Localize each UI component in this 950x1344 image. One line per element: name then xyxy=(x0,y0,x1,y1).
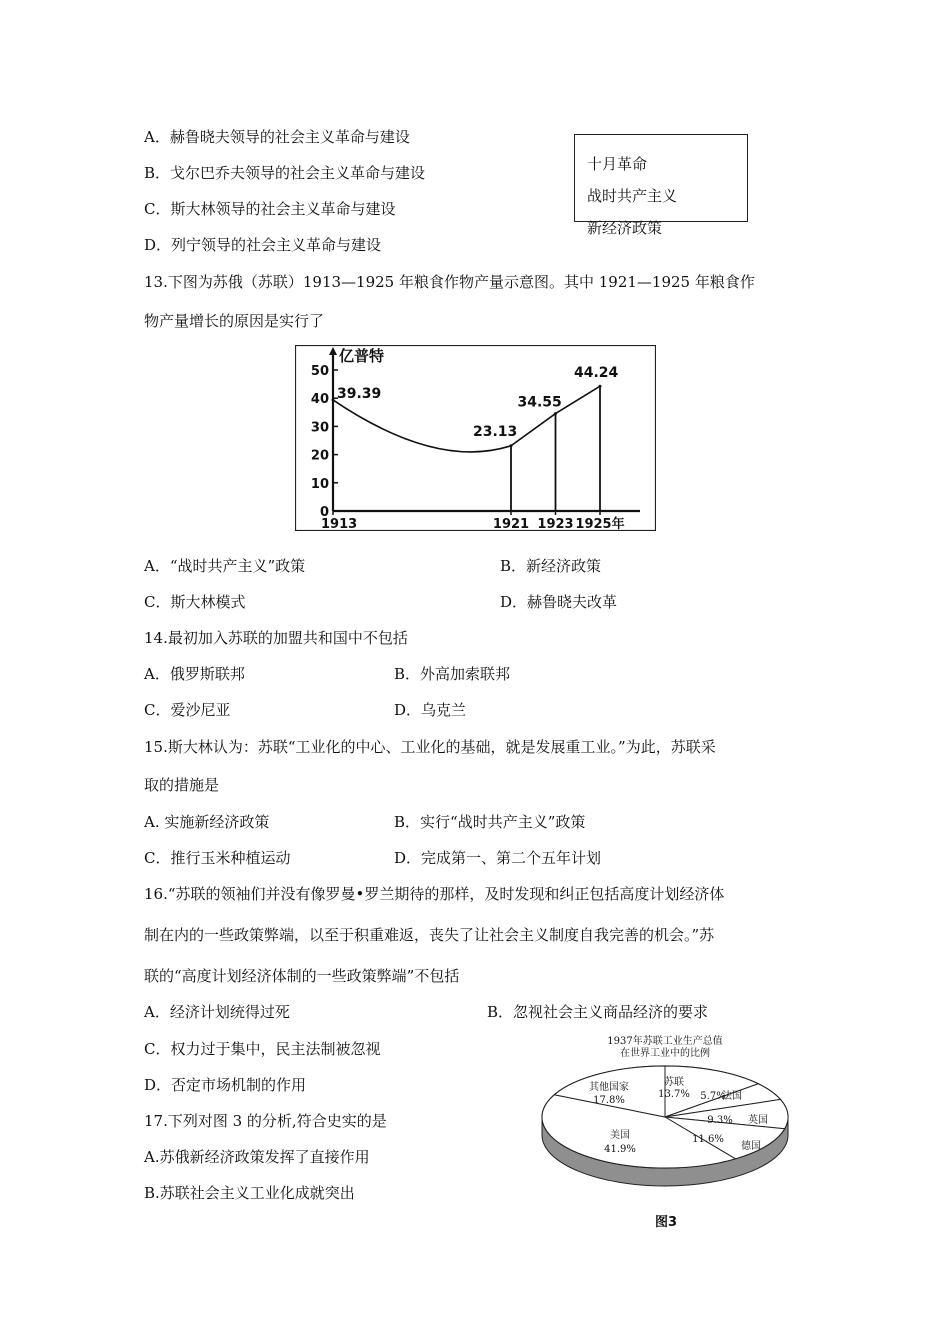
q16-option-c: C．权力过于集中，民主法制被忽视 xyxy=(144,1040,381,1058)
pie-slice-label-4: 美国 xyxy=(610,1130,630,1141)
q17-option-b: B.苏联社会主义工业化成就突出 xyxy=(144,1184,355,1202)
pie-slice-label-1: 法国 xyxy=(722,1091,742,1102)
data-point xyxy=(599,385,602,388)
q16-stem-line3: 联的“高度计划经济体制的一些政策弊端”不包括 xyxy=(144,967,460,985)
q14-option-c: C．爱沙尼亚 xyxy=(144,701,231,719)
y-axis-label: 亿普特 xyxy=(339,347,385,365)
data-label: 23.13 xyxy=(473,423,518,440)
pie-slice-value-1: 5.7% xyxy=(700,1091,726,1102)
q15-option-b: B．实行“战时共产主义”政策 xyxy=(394,813,586,831)
y-tick-label: 0 xyxy=(319,505,329,520)
pie-title-line1: 1937年苏联工业生产总值 xyxy=(607,1036,723,1047)
y-tick-label: 40 xyxy=(310,392,329,408)
q16-option-b: B．忽视社会主义商品经济的要求 xyxy=(487,1003,709,1021)
q12-option-d: D．列宁领导的社会主义革命与建设 xyxy=(144,236,382,254)
q14-stem: 14.最初加入苏联的加盟共和国中不包括 xyxy=(144,629,408,647)
pie-slice-value-0: 13.7% xyxy=(658,1089,690,1100)
q13-option-c: C．斯大林模式 xyxy=(144,593,246,611)
grain-output-line-chart xyxy=(295,345,656,531)
data-label: 44.24 xyxy=(574,365,619,382)
x-tick-label: 1923 xyxy=(537,517,574,531)
pie-caption: 图3 xyxy=(654,1215,678,1230)
q16-stem-line1: 16.“苏联的领袖们并没有像罗曼•罗兰期待的那样，及时发现和纠正包括高度计划经济体 xyxy=(144,885,725,903)
box-line-2: 战时共产主义 xyxy=(587,187,678,205)
data-label: 34.55 xyxy=(517,394,562,411)
box-line-1: 十月革命 xyxy=(587,155,648,173)
box-line-3: 新经济政策 xyxy=(587,219,663,237)
y-tick-label: 30 xyxy=(310,420,329,436)
q15-option-d: D．完成第一、第二个五年计划 xyxy=(394,849,602,867)
q15-stem-line1: 15.斯大林认为：苏联“工业化的中心、工业化的基础，就是发展重工业。”为此，苏联采 xyxy=(144,738,716,756)
q17-option-a: A.苏俄新经济政策发挥了直接作用 xyxy=(144,1148,370,1166)
q14-option-d: D．乌克兰 xyxy=(394,701,467,719)
q14-option-a: A．俄罗斯联邦 xyxy=(144,665,245,683)
industrial-share-pie-chart xyxy=(535,1033,795,1233)
data-point xyxy=(554,412,557,415)
x-tick-label: 1925年 xyxy=(575,517,625,531)
q14-option-b: B．外高加索联邦 xyxy=(394,665,511,683)
q12-option-c: C．斯大林领导的社会主义革命与建设 xyxy=(144,200,396,218)
q13-option-a: A．“战时共产主义”政策 xyxy=(144,557,306,575)
q16-stem-line2: 制在内的一些政策弊端，以至于积重难返，丧失了让社会主义制度自我完善的机会。”苏 xyxy=(144,926,715,944)
data-point xyxy=(332,398,335,401)
x-tick-label: 1913 xyxy=(321,517,358,531)
pie-slice-value-4: 41.9% xyxy=(604,1144,636,1155)
q16-option-d: D．否定市场机制的作用 xyxy=(144,1076,307,1094)
y-tick-label: 20 xyxy=(310,448,329,464)
q13-option-b: B．新经济政策 xyxy=(500,557,602,575)
pie-slice-label-0: 苏联 xyxy=(664,1077,684,1088)
y-tick-label: 50 xyxy=(310,364,329,379)
data-point xyxy=(510,444,513,447)
data-label: 39.39 xyxy=(337,385,382,402)
q15-stem-line2: 取的措施是 xyxy=(144,776,220,794)
pie-slice-value-3: 11.6% xyxy=(692,1134,724,1145)
pie-slice-label-5: 其他国家 xyxy=(589,1082,629,1093)
q15-option-c: C．推行玉米种植运动 xyxy=(144,849,291,867)
q17-stem: 17.下列对图 3 的分析,符合史实的是 xyxy=(144,1112,387,1130)
q15-option-a: A. 实施新经济政策 xyxy=(144,813,270,831)
q12-info-box xyxy=(574,134,748,237)
pie-title-line2: 在世界工业中的比例 xyxy=(620,1048,710,1059)
q12-option-b: B．戈尔巴乔夫领导的社会主义革命与建设 xyxy=(144,164,426,182)
q13-option-d: D．赫鲁晓夫改革 xyxy=(500,593,618,611)
q12-option-a: A．赫鲁晓夫领导的社会主义革命与建设 xyxy=(144,128,410,146)
x-tick-label: 1921 xyxy=(492,517,530,531)
q13-stem-line1: 13.下图为苏俄（苏联）1913—1925 年粮食作物产量示意图。其中 1921—1925 年粮食作 xyxy=(144,273,755,291)
y-tick-label: 10 xyxy=(310,476,329,492)
pie-slice-label-2: 英国 xyxy=(748,1115,768,1126)
q16-option-a: A．经济计划统得过死 xyxy=(144,1003,290,1021)
q13-stem-line2: 物产量增长的原因是实行了 xyxy=(144,312,325,330)
pie-slice-label-3: 德国 xyxy=(741,1141,761,1152)
pie-slice-value-2: 9.3% xyxy=(707,1115,733,1126)
pie-slice-value-5: 17.8% xyxy=(593,1095,625,1106)
